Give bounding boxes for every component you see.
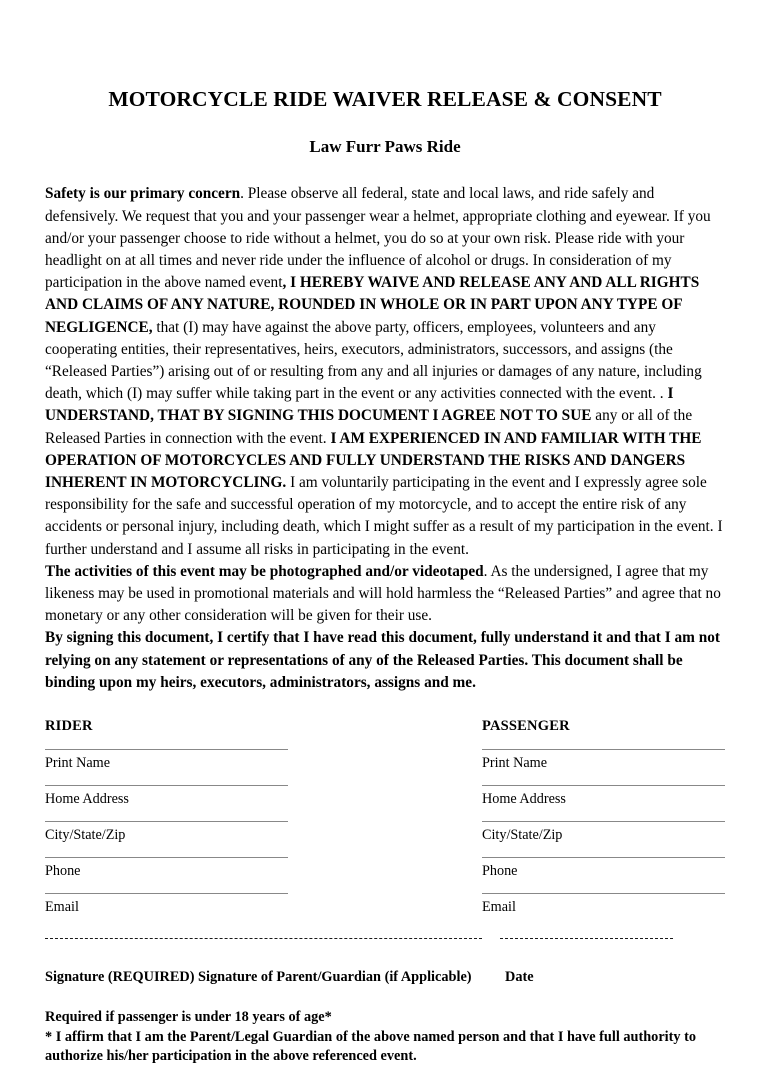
date-label: Date: [505, 968, 534, 985]
document-title: MOTORCYCLE RIDE WAIVER RELEASE & CONSENT: [108, 87, 662, 111]
not-to-sue-rest: any or all of the Released Parties in connection with the event.: [45, 407, 693, 447]
rider-email-label: Email: [45, 898, 79, 915]
photography-lead-bold: The activities of this event may be photographed and/or videotaped: [45, 562, 484, 580]
not-to-sue-bold: I UNDERSTAND, THAT BY SIGNING THIS DOCUMENT I AGREE NOT TO SUE: [45, 385, 674, 425]
waive-release-rest: that (I) may have against the above party, officers, employees, volunteers and any cooperating entities, their representatives, heirs, executors, administrators, successors, and assigns (the “Released Parties”) arising out of or resulting from any and all injuries or damages of any nature, including death, which (I) may suffer while taking part in the event or any activities connected with the event. .: [45, 318, 702, 403]
passenger-heading: PASSENGER: [482, 718, 570, 734]
rider-phone-label: Phone: [45, 862, 81, 879]
rider-heading: RIDER: [45, 718, 93, 734]
document-subtitle: Law Furr Paws Ride: [309, 136, 461, 156]
certification-bold: By signing this document, I certify that I have read this document, fully understand it and that I am not relying on any statement or representations of any of the Released Parties. This document shall be binding upon my heirs, executors, administrators, assigns and me.: [45, 629, 720, 691]
rider-column: [45, 719, 288, 915]
waiver-body-text: [45, 156, 725, 694]
passenger-phone-field[interactable]: [482, 857, 725, 879]
passenger-phone-label: Phone: [482, 862, 518, 879]
waiver-paragraph-release: [45, 183, 725, 560]
passenger-home-address-field[interactable]: [482, 785, 725, 807]
signature-label-row: [45, 955, 725, 986]
experienced-rider-bold: I AM EXPERIENCED IN AND FAMILIAR WITH THE OPERATION OF MOTORCYCLES AND FULLY UNDERSTAND THE RISKS AND DANGERS INHERENT IN MOTORCYCLING.: [45, 429, 702, 491]
rider-print-name-field[interactable]: [45, 749, 288, 771]
passenger-print-name-label: Print Name: [482, 754, 548, 771]
rider-email-field[interactable]: [45, 893, 288, 915]
waiver-paragraph-photography: [45, 561, 725, 628]
rider-phone-field[interactable]: [45, 857, 288, 879]
guardian-affirmation: * I affirm that I am the Parent/Legal Guardian of the above named person and that I have full authority to authorize his/her participation in the above referenced event.: [45, 1029, 697, 1064]
passenger-email-label: Email: [482, 898, 516, 915]
rider-print-name-label: Print Name: [45, 754, 111, 771]
signature-fields-section: [45, 694, 725, 915]
passenger-home-address-label: Home Address: [482, 790, 566, 807]
required-note: Required if passenger is under 18 years of age*: [45, 1008, 332, 1025]
rider-city-state-zip-field[interactable]: [45, 821, 288, 843]
waiver-paragraph-certification: [45, 627, 725, 694]
signature-rule-row: [45, 915, 725, 955]
photography-rest-text: . As the undersigned, I agree that my likeness may be used in promotional materials and will hold harmless the “Released Parties” and agree that no monetary or any other consideration will be given for their use.: [45, 562, 721, 625]
passenger-print-name-field[interactable]: [482, 749, 725, 771]
safety-rest-text: . Please observe all federal, state and local laws, and ride safely and defensively. We request that you and your passenger wear a helmet, appropriate clothing and eyewear. If you and/or your passenger choose to ride without a helmet, you do so at your own risk. Please ride with your headlight on at all times and never ride under the influence of alcohol or drugs. In consideration of my participation in the above named event: [45, 185, 711, 292]
signature-label: Signature (REQUIRED) Signature of Parent/Guardian (if Applicable): [45, 968, 472, 985]
passenger-city-state-zip-field[interactable]: [482, 821, 725, 843]
passenger-city-state-zip-label: City/State/Zip: [482, 826, 563, 843]
rider-home-address-label: Home Address: [45, 790, 129, 807]
rider-city-state-zip-label: City/State/Zip: [45, 826, 126, 843]
date-line[interactable]: [500, 938, 673, 939]
rider-home-address-field[interactable]: [45, 785, 288, 807]
experienced-rider-rest: I am voluntarily participating in the event and I expressly agree sole responsibility for the safe and successful operation of my motorcycle, and to accept the entire risk of any accidents or personal injury, including death, which I might suffer as a result of my participation in the event. I further understand and I assume all risks in participating in the event.: [45, 473, 723, 558]
footnote-section: [45, 986, 725, 1065]
waive-release-bold: , I HEREBY WAIVE AND RELEASE ANY AND ALL RIGHTS AND CLAIMS OF ANY NATURE, ROUNDED IN WHOLE OR IN PART UPON ANY TYPE OF NEGLIGENCE,: [45, 274, 700, 336]
signature-line[interactable]: [45, 938, 482, 939]
passenger-column: [482, 719, 725, 915]
safety-lead-bold: Safety is our primary concern: [45, 185, 241, 203]
passenger-email-field[interactable]: [482, 893, 725, 915]
